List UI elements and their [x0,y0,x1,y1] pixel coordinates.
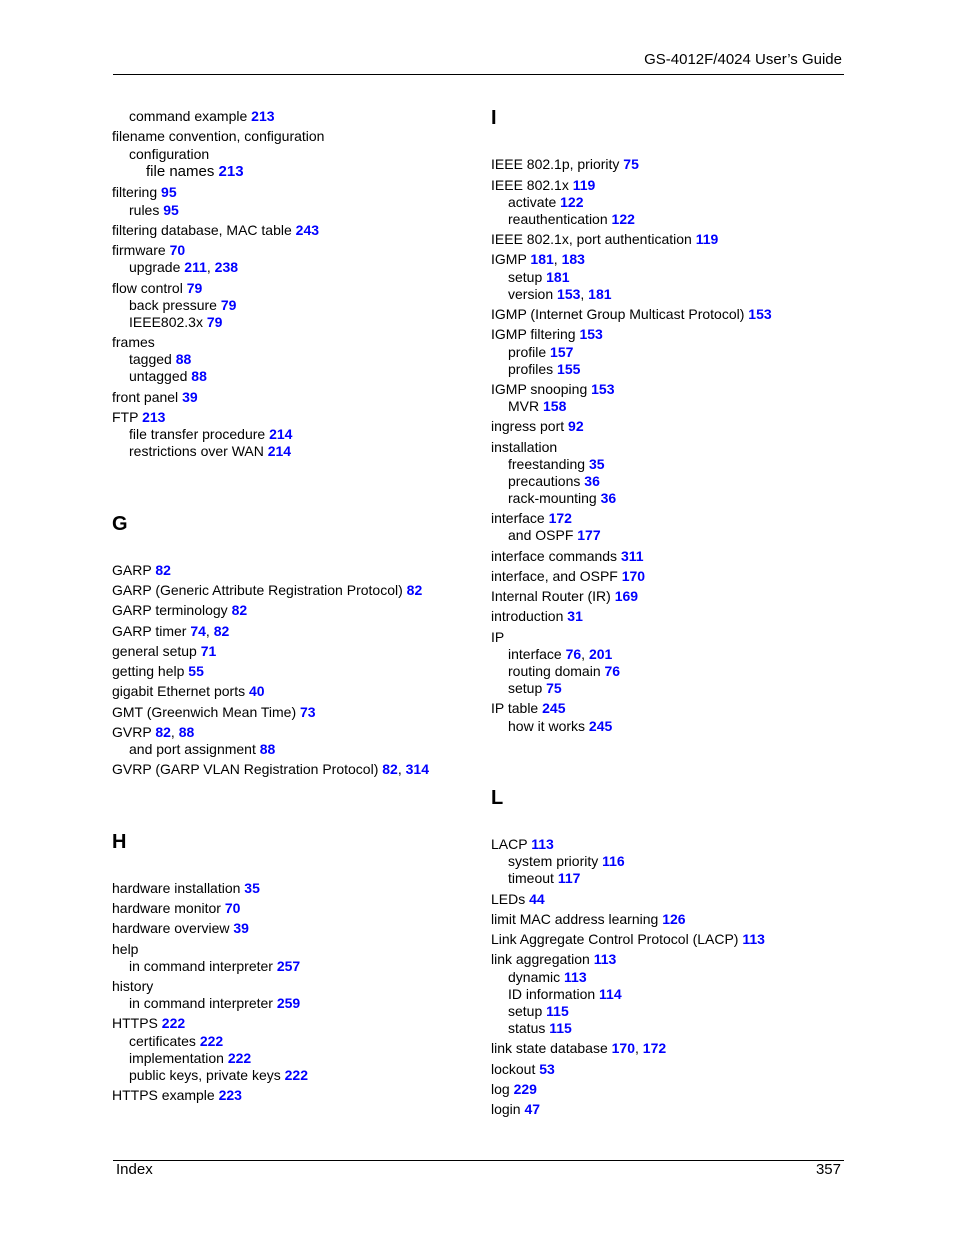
page-link[interactable]: 245 [588,718,613,734]
entry-term: ingress port [491,418,565,434]
page-link[interactable]: 170 [621,568,646,584]
entry-term: log [491,1081,510,1097]
entry-term: IEEE 802.1p, priority [491,156,620,172]
page-link[interactable]: 82 [406,582,423,598]
entry-term: filtering database, MAC table [112,222,292,238]
page-link[interactable]: 153 [748,306,772,322]
page-link[interactable]: 181 [588,286,612,302]
entry-term: tagged [129,351,172,367]
entry-term: IEEE 802.1x [491,177,569,193]
entry-term: timeout [508,870,554,886]
page-link[interactable]: 47 [524,1101,541,1117]
index-subentry [129,146,209,163]
page-link[interactable]: 79 [220,297,237,313]
entry-term: frames [112,334,155,350]
page-link[interactable]: 155 [557,361,581,377]
page-link[interactable]: 113 [742,931,765,947]
index-subentry [129,741,275,758]
index-subentry [508,211,635,228]
entry-term: front panel [112,389,179,405]
entry-term: LEDs [491,891,526,907]
entry-term: untagged [129,368,188,384]
page-link[interactable]: 201 [588,646,613,662]
entry-term: setup [508,1003,543,1019]
page-link[interactable]: 70 [169,242,186,258]
index-entry [112,582,422,599]
page-link[interactable]: 95 [163,202,179,218]
entry-term: hardware overview [112,920,230,936]
entry-term: rules [129,202,160,218]
index-subentry [129,297,236,314]
page-link[interactable]: 82 [155,724,171,740]
entry-term: GARP (Generic Attribute Registration Protocol) [112,582,403,598]
page-link[interactable]: 75 [546,680,562,696]
page-link[interactable]: 153 [591,381,615,397]
entry-term: system priority [508,853,599,869]
entry-term: IGMP filtering [491,326,576,342]
page-link[interactable]: 40 [248,683,265,699]
page-link[interactable]: 172 [548,510,572,526]
footer-section: Index [116,1161,153,1178]
index-subentry [508,870,580,887]
page-link[interactable]: 71 [200,643,217,659]
entry-term: how it works [508,718,586,734]
page-link[interactable]: 115 [549,1020,572,1036]
page-link[interactable]: 113 [531,836,554,852]
entry-term: back pressure [129,297,217,313]
page-link[interactable]: 177 [577,527,601,543]
page-link[interactable]: 183 [561,251,585,267]
page-link[interactable]: 122 [611,211,635,227]
index-entry [112,920,249,937]
index-subentry: interface 76, 201 [508,646,613,662]
entry-term: Link Aggregate Control Protocol (LACP) [491,931,739,947]
entry-term: IGMP (Internet Group Multicast Protocol) [491,306,745,322]
page-link[interactable]: 238 [214,259,239,275]
page-link[interactable]: 70 [224,900,241,916]
entry-term: link state database [491,1040,608,1056]
entry-term: IEEE802.3x [129,314,203,330]
index-entry [112,602,247,619]
index-entry [491,608,583,625]
index-entry [112,242,185,259]
index-subentry [508,1020,572,1037]
index-entry [491,418,584,435]
index-entry [491,951,616,968]
index-subentry: version 153, 181 [508,286,612,302]
index-entry [491,931,765,948]
entry-term: certificates [129,1033,196,1049]
entry-term: implementation [129,1050,224,1066]
entry-term: interface [508,646,562,662]
index-entry: link state database 170, 172 [491,1040,667,1056]
entry-term: in command interpreter [129,958,273,974]
page-link[interactable]: 245 [542,700,566,716]
index-subentry [508,663,620,680]
entry-term: hardware installation [112,880,241,896]
entry-term: gigabit Ethernet ports [112,683,246,699]
entry-term: GVRP [112,724,152,740]
entry-term: getting help [112,663,185,679]
index-entry [491,439,557,456]
page-link[interactable]: 116 [602,853,625,869]
page-link[interactable]: 153 [557,286,581,302]
entry-term: file transfer procedure [129,426,266,442]
index-entry [112,643,216,660]
page-link[interactable]: 36 [584,473,600,489]
index-entry [491,911,686,928]
index-subentry [146,163,244,180]
entry-term: command example [129,108,248,124]
entry-term: GARP [112,562,152,578]
page-link[interactable]: 117 [557,870,581,886]
page-link[interactable]: 73 [300,704,316,720]
page-link[interactable]: 119 [695,231,719,247]
index-subentry [508,527,601,544]
entry-term: LACP [491,836,528,852]
entry-term: and port assignment [129,741,256,757]
entry-term: FTP [112,409,139,425]
section-heading: I [491,107,497,129]
index-subentry [508,680,562,697]
page-link[interactable]: 76 [565,646,582,662]
page-link[interactable]: 243 [295,222,320,238]
index-entry [112,562,171,579]
entry-term: profiles [508,361,554,377]
index-subentry [508,398,566,415]
index-subentry [129,314,222,331]
index-entry: GVRP 82, 88 [112,724,195,740]
index-entry [491,231,718,248]
entry-term: firmware [112,242,166,258]
page-link[interactable]: 113 [593,951,617,967]
page-link[interactable]: 114 [599,986,622,1002]
index-subentry [129,426,292,443]
index-subentry [129,108,275,125]
entry-term: lockout [491,1061,536,1077]
entry-term: file names [146,163,215,180]
index-subentry [508,490,616,507]
entry-term: interface commands [491,548,618,564]
index-entry [491,568,645,585]
entry-term: IP table [491,700,539,716]
page-link[interactable]: 213 [251,108,275,124]
entry-term: GVRP (GARP VLAN Registration Protocol) [112,761,379,777]
index-entry [112,222,319,239]
index-subentry [508,986,622,1003]
page-link[interactable]: 82 [382,761,398,777]
page-link[interactable]: 257 [276,958,301,974]
index-entry [112,280,202,297]
page-link[interactable]: 88 [191,368,207,384]
page-link[interactable]: 55 [188,663,204,679]
entry-term: installation [491,439,558,455]
index-subentry [129,368,207,385]
page-link[interactable]: 158 [543,398,567,414]
header-rule [113,74,844,75]
page-link[interactable]: 229 [513,1081,537,1097]
entry-term: flow control [112,280,183,296]
index-subentry [129,958,300,975]
page-link[interactable]: 311 [620,548,644,564]
index-entry: IGMP 181, 183 [491,251,585,267]
header-title: GS-4012F/4024 User’s Guide [644,51,842,68]
page-link[interactable]: 76 [604,663,621,679]
page-link[interactable]: 79 [206,314,223,330]
page-link[interactable]: 170 [611,1040,635,1056]
index-subentry [508,269,570,286]
page-link[interactable]: 314 [405,761,429,777]
entry-term: MVR [508,398,540,414]
page-link[interactable]: 213 [218,163,244,180]
page-link[interactable]: 35 [244,880,260,896]
index-entry [112,1087,242,1104]
section-heading: G [112,513,128,535]
index-entry [491,891,545,908]
index-subentry [508,473,600,490]
section-heading: H [112,831,127,853]
index-entry [112,978,153,995]
page-link[interactable]: 31 [567,608,583,624]
page-link[interactable]: 157 [550,344,574,360]
page-link[interactable]: 88 [175,351,192,367]
index-subentry [508,344,573,361]
page-link[interactable]: 223 [218,1087,242,1103]
page-link[interactable]: 181 [546,269,570,285]
index-subentry [508,969,587,986]
page-link[interactable]: 172 [642,1040,667,1056]
entry-term: setup [508,269,543,285]
index-entry [112,683,265,700]
entry-term: help [112,941,139,957]
entry-term: introduction [491,608,564,624]
index-entry [491,306,772,323]
index-entry [491,588,638,605]
entry-term: filtering [112,184,158,200]
entry-term: ID information [508,986,596,1002]
entry-term: status [508,1020,546,1036]
index-entry [491,700,565,717]
footer-page-number: 357 [815,1161,841,1178]
index-entry [112,941,138,958]
page-link[interactable]: 35 [588,456,605,472]
index-entry [491,510,572,527]
entry-term: limit MAC address learning [491,911,659,927]
index-entry [112,409,165,426]
entry-term: routing domain [508,663,601,679]
page-link[interactable]: 213 [142,409,166,425]
page-link[interactable]: 39 [233,920,249,936]
page-link[interactable]: 222 [227,1050,252,1066]
index-entry [491,156,639,173]
entry-term: upgrade [129,259,181,275]
index-subentry [129,995,300,1012]
page-link[interactable]: 82 [213,623,230,639]
index-entry [491,1061,555,1078]
page-link[interactable]: 181 [530,251,554,267]
index-entry [491,381,615,398]
page-link[interactable]: 113 [564,969,587,985]
entry-term: profile [508,344,547,360]
entry-term: Internal Router (IR) [491,588,611,604]
page-link[interactable]: 75 [623,156,639,172]
page-link[interactable]: 82 [155,562,171,578]
index-subentry: upgrade 211, 238 [129,259,239,275]
page-link[interactable]: 82 [231,602,248,618]
page-link[interactable]: 222 [161,1015,186,1031]
index-entry: GVRP (GARP VLAN Registration Protocol) 82, 314 [112,761,429,777]
index-entry: GARP timer 74, 82 [112,623,230,639]
entry-term: freestanding [508,456,586,472]
entry-term: HTTPS example [112,1087,215,1103]
entry-term: rack-mounting [508,490,597,506]
index-entry [112,900,240,917]
index-entry [112,389,198,406]
index-entry [491,548,644,565]
entry-term: restrictions over WAN [129,443,264,459]
index-subentry [129,1067,308,1084]
page-link[interactable]: 74 [190,623,206,639]
page-link[interactable]: 92 [568,418,584,434]
page-link[interactable]: 115 [546,1003,569,1019]
entry-term: IGMP [491,251,527,267]
index-entry [112,704,316,721]
index-entry [112,1015,185,1032]
entry-term: filename convention, configuration [112,128,325,144]
index-subentry [508,456,605,473]
index-entry [112,128,324,145]
index-subentry [508,1003,569,1020]
index-subentry [129,351,191,368]
entry-term: GARP terminology [112,602,228,618]
index-subentry [129,202,179,219]
page-link[interactable]: 44 [529,891,545,907]
page-link[interactable]: 222 [284,1067,308,1083]
index-entry [491,629,504,646]
index-entry [112,663,204,680]
page-link[interactable]: 122 [560,194,584,210]
page-link[interactable]: 126 [662,911,686,927]
entry-term: reauthentication [508,211,608,227]
entry-term: login [491,1101,521,1117]
page-link[interactable]: 214 [267,443,292,459]
page-link[interactable]: 36 [600,490,617,506]
index-subentry [129,1033,223,1050]
page-link[interactable]: 95 [161,184,177,200]
page-link[interactable]: 119 [572,177,596,193]
footer-rule [113,1160,844,1161]
entry-term: link aggregation [491,951,590,967]
entry-term: hardware monitor [112,900,221,916]
index-entry [112,880,260,897]
entry-term: GMT (Greenwich Mean Time) [112,704,297,720]
page-link[interactable]: 39 [182,389,198,405]
index-subentry [508,718,612,735]
page-link[interactable]: 214 [269,426,293,442]
page-link[interactable]: 222 [199,1033,224,1049]
page-link[interactable]: 88 [259,741,276,757]
index-subentry [129,1050,251,1067]
index-entry [491,1081,537,1098]
entry-term: general setup [112,643,197,659]
entry-term: HTTPS [112,1015,158,1031]
index-entry [112,334,155,351]
entry-term: IGMP snooping [491,381,588,397]
index-entry [491,326,603,343]
index-entry [491,1101,540,1118]
index-entry [112,184,177,201]
page-link[interactable]: 211 [184,259,207,275]
entry-term: dynamic [508,969,561,985]
index-subentry [508,361,580,378]
section-heading: L [491,787,504,809]
entry-term: and OSPF [508,527,574,543]
page-link[interactable]: 79 [186,280,203,296]
entry-term: configuration [129,146,210,162]
entry-term: interface [491,510,545,526]
entry-term: IEEE 802.1x, port authentication [491,231,692,247]
page-link[interactable]: 88 [178,724,195,740]
entry-term: setup [508,680,543,696]
page-link[interactable]: 259 [276,995,301,1011]
entry-term: activate [508,194,557,210]
page-link[interactable]: 153 [579,326,603,342]
index-subentry [508,194,584,211]
entry-term: GARP timer [112,623,187,639]
index-entry [491,177,595,194]
index-subentry [508,853,625,870]
entry-term: in command interpreter [129,995,273,1011]
page-link[interactable]: 169 [614,588,639,604]
entry-term: IP [491,629,505,645]
entry-term: interface, and OSPF [491,568,618,584]
entry-term: version [508,286,554,302]
index-entry [491,836,554,853]
entry-term: precautions [508,473,581,489]
index-subentry [129,443,291,460]
entry-term: public keys, private keys [129,1067,281,1083]
entry-term: history [112,978,154,994]
page-link[interactable]: 53 [539,1061,555,1077]
